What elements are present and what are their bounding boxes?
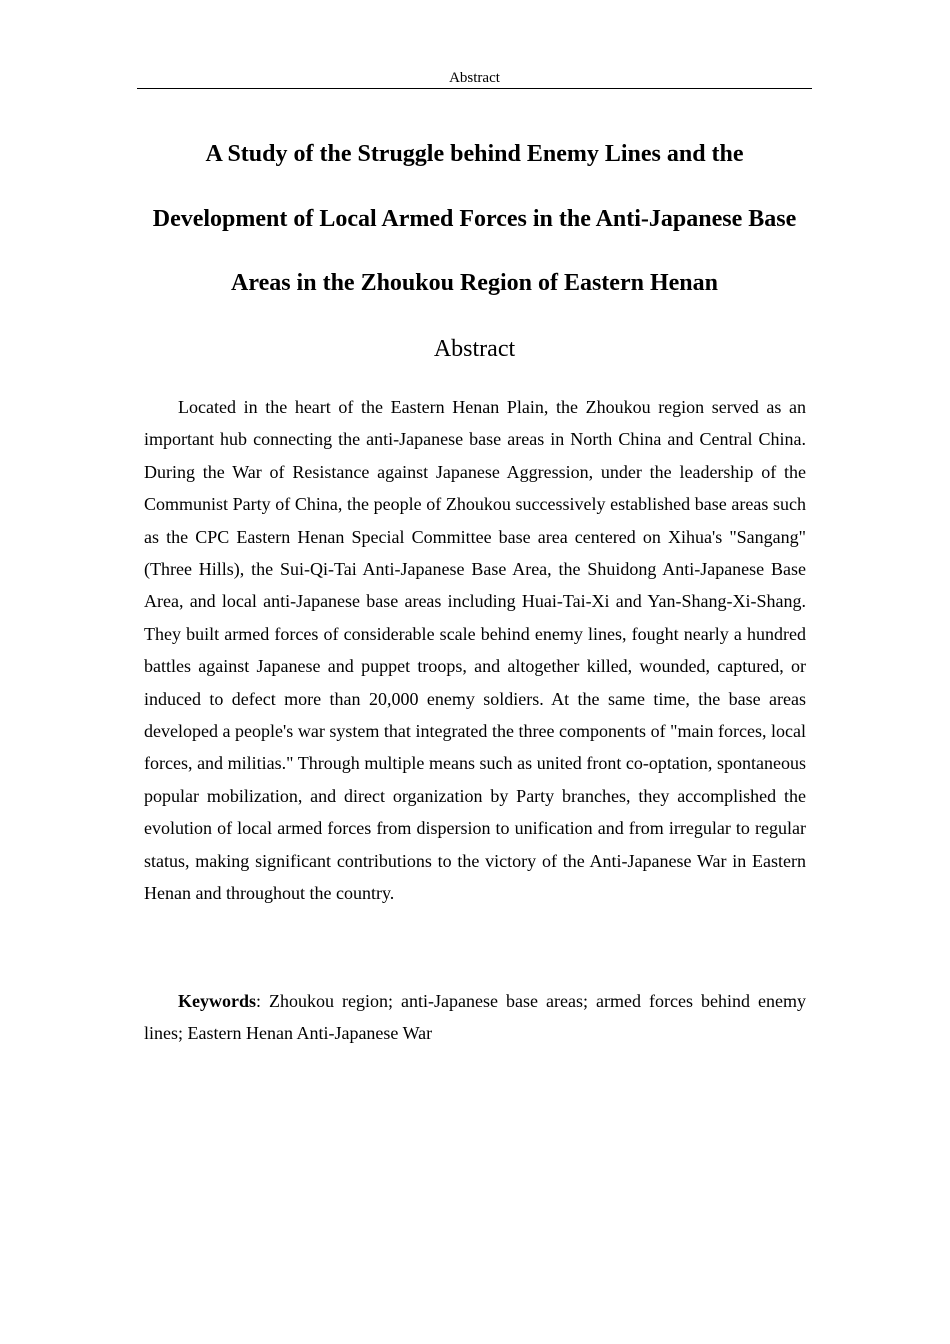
running-header: Abstract — [449, 70, 500, 86]
paper-title: A Study of the Struggle behind Enemy Lines and the Development of Local Armed Forces in the Anti-Japanese Base Areas in the Zhoukou Region of Eastern Henan — [152, 141, 797, 296]
keywords-label: Keywords — [178, 991, 256, 1011]
keywords-text: Zhoukou region; anti-Japanese base areas; armed forces behind enemy lines; Eastern Henan Anti-Japanese War — [144, 991, 806, 1043]
keywords-paragraph — [144, 985, 806, 1049]
keywords-separator: : — [256, 991, 270, 1011]
abstract-body: Located in the heart of the Eastern Henan Plain, the Zhoukou region served as an important hub connecting the anti-Japanese base areas in North China and Central China. During the War of Resistance against Japanese Aggression, under the leadership of the Communist Party of China, the people of Zhoukou successively established base areas such as the CPC Eastern Henan Special Committee base area centered on Xihua's "Sangang" (Three Hills), the Sui-Qi-Tai Anti-Japanese Base Area, the Shuidong Anti-Japanese Base Area, and local anti-Japanese base areas including Huai-Tai-Xi and Yan-Shang-Xi-Shang. They built armed forces of considerable scale behind enemy lines, fought nearly a hundred battles against Japanese and puppet troops, and altogether killed, wounded, captured, or induced to defect more than 20,000 enemy soldiers. At the same time, the base areas developed a people's war system that integrated the three components of "main forces, local forces, and militias." Through multiple means such as united front co-optation, spontaneous popular mobilization, and direct organization by Party branches, they accomplished the evolution of local armed forces from dispersion to unification and from irregular to regular status, making significant contributions to the victory of the Anti-Japanese War in Eastern Henan and throughout the country. — [144, 397, 806, 904]
abstract-heading: Abstract — [433, 336, 516, 362]
header-rule — [137, 88, 812, 89]
